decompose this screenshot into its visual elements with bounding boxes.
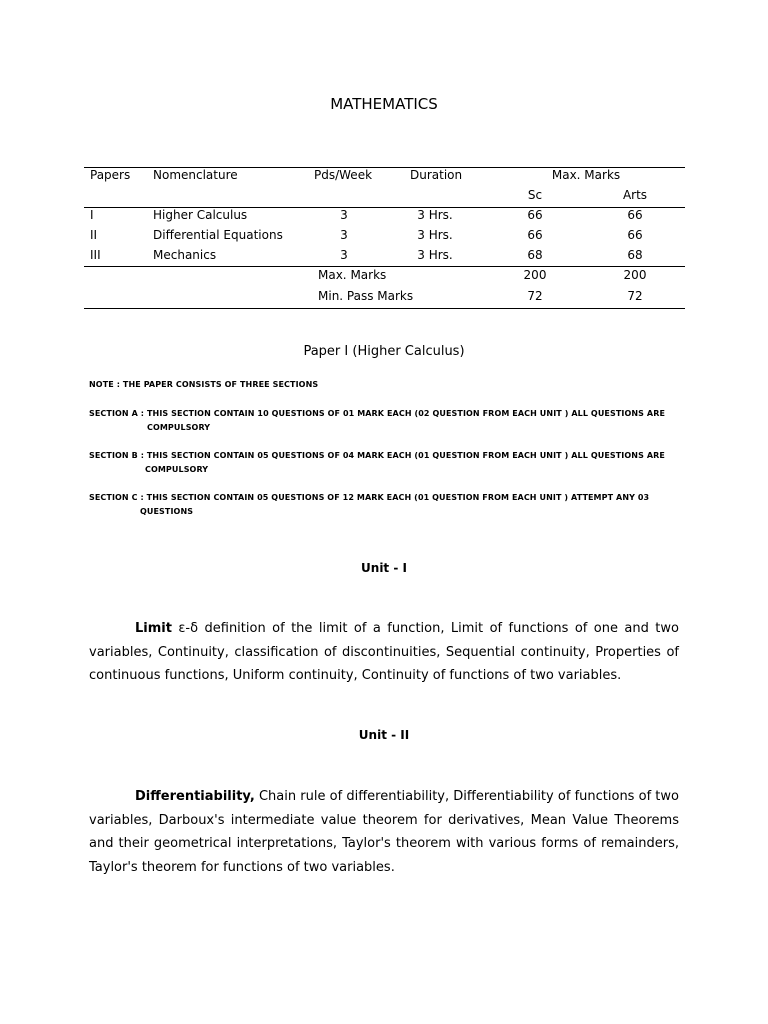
unit-paragraph bbox=[89, 617, 679, 688]
note-line: NOTE : THE PAPER CONSISTS OF THREE SECTIONS bbox=[89, 380, 319, 389]
row-arts: 66 bbox=[627, 208, 643, 222]
row-duration: 3 Hrs. bbox=[417, 248, 453, 262]
row-pds: 3 bbox=[340, 208, 348, 222]
row-sc: 66 bbox=[527, 208, 543, 222]
unit-heading: Unit - II bbox=[358, 728, 410, 742]
row-name: Higher Calculus bbox=[153, 208, 248, 222]
row-pds: 3 bbox=[340, 228, 348, 242]
page-title: MATHEMATICS bbox=[330, 95, 438, 113]
header-arts: Arts bbox=[622, 188, 648, 202]
row-paper: I bbox=[90, 208, 94, 222]
unit-lead: Differentiability, bbox=[135, 789, 255, 804]
header-nomenclature: Nomenclature bbox=[153, 168, 238, 182]
header-duration: Duration bbox=[410, 168, 463, 182]
row-duration: 3 Hrs. bbox=[417, 228, 453, 242]
summary-label: Max. Marks bbox=[318, 268, 387, 282]
row-paper: II bbox=[90, 228, 98, 242]
summary-arts: 72 bbox=[627, 289, 643, 303]
row-duration: 3 Hrs. bbox=[417, 208, 453, 222]
unit-text: Chain rule of differentiability, Differentiability of functions of two variables, Darboux's intermediate value theorem for derivatives, Mean Value Theorems and their geometrical interpretations, Taylor's theorem with various forms of remainders, Taylor's theorem for functions of two variables. bbox=[89, 789, 679, 875]
summary-sc: 72 bbox=[527, 289, 543, 303]
section-c-line: SECTION C : THIS SECTION CONTAIN 05 QUESTIONS OF 12 MARK EACH (01 QUESTION FROM EACH UNIT ) ATTEMPT ANY 03 bbox=[89, 493, 650, 502]
section-a-line: SECTION A : THIS SECTION CONTAIN 10 QUESTIONS OF 01 MARK EACH (02 QUESTION FROM EACH UNIT ) ALL QUESTIONS ARE bbox=[89, 409, 666, 418]
row-arts: 66 bbox=[627, 228, 643, 242]
row-arts: 68 bbox=[627, 248, 643, 262]
paper-title: Paper I (Higher Calculus) bbox=[303, 344, 465, 359]
header-pds-week: Pds/Week bbox=[314, 168, 373, 182]
section-a-cont: COMPULSORY bbox=[147, 423, 211, 432]
section-c-cont: QUESTIONS bbox=[140, 507, 194, 516]
row-pds: 3 bbox=[340, 248, 348, 262]
table-body-rule bbox=[84, 266, 685, 267]
table-bottom-rule bbox=[84, 308, 685, 309]
row-name: Mechanics bbox=[153, 248, 217, 262]
header-papers: Papers bbox=[90, 168, 131, 182]
header-max-marks: Max. Marks bbox=[551, 168, 621, 182]
unit-lead: Limit bbox=[135, 621, 172, 636]
row-sc: 68 bbox=[527, 248, 543, 262]
unit-heading: Unit - I bbox=[361, 561, 407, 575]
row-paper: III bbox=[90, 248, 101, 262]
unit-paragraph bbox=[89, 785, 679, 879]
summary-arts: 200 bbox=[623, 268, 647, 282]
row-sc: 66 bbox=[527, 228, 543, 242]
summary-sc: 200 bbox=[523, 268, 547, 282]
section-b-line: SECTION B : THIS SECTION CONTAIN 05 QUESTIONS OF 04 MARK EACH (01 QUESTION FROM EACH UNIT ) ALL QUESTIONS ARE bbox=[89, 451, 665, 460]
section-b-cont: COMPULSORY bbox=[145, 465, 209, 474]
row-name: Differential Equations bbox=[153, 228, 283, 242]
header-sc: Sc bbox=[527, 188, 543, 202]
unit-text: ε-δ definition of the limit of a function, Limit of functions of one and two variables, Continuity, classification of discontinuities, Sequential continuity, Properties of continuous functions, Uniform continuity, Continuity of functions of two variables. bbox=[89, 621, 679, 683]
summary-label: Min. Pass Marks bbox=[318, 289, 414, 303]
